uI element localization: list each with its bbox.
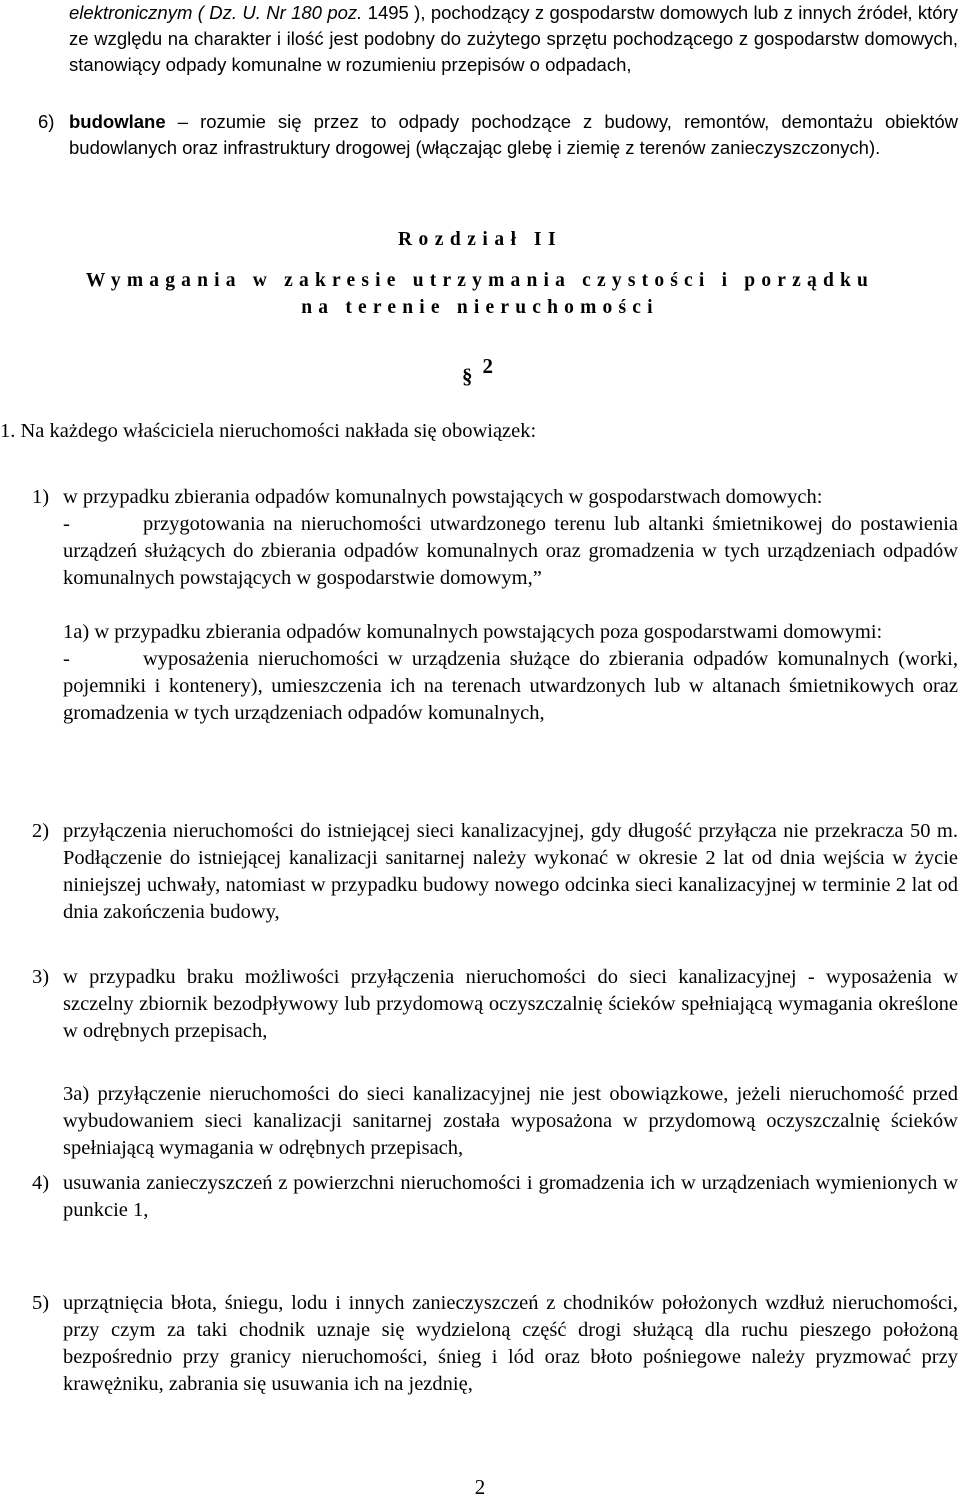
continuation-italic-start: elektronicznym ( Dz. U. Nr 180 poz. xyxy=(69,2,363,23)
item-number: 2) xyxy=(32,820,50,842)
paragraph-number: 2 xyxy=(482,354,493,378)
item-text: w przypadku braku możliwości przyłączenia nieruchomości do sieci kanalizacyjnej - wyposażenia w szczelny zbiornik bezodpływowy lub przydomową oczyszczalnię ścieków spełniającą wymagania określone w odrębnych przepisach, xyxy=(63,966,958,1042)
item-text: przyłączenie nieruchomości do sieci kanalizacyjnej nie jest obowiązkowe, jeżeli nieruchomość przed wybudowaniem sieci kanalizacji sanitarnej została wyposażona w przydomową oczyszczalnię ścieków spełniającą wymagania w odrębnych przepisach, xyxy=(63,1083,958,1159)
definition-dash: – xyxy=(165,111,201,132)
obligation-item-1a xyxy=(63,619,958,727)
definition-item-6 xyxy=(38,109,958,161)
obligation-item-3a xyxy=(63,1081,958,1162)
definition-text: rozumie się przez to odpady pochodzące z budowy, remontów, demontażu obiektów budowlanych oraz infrastruktury drogowej (włączając glebę i ziemię z terenów zanieczyszczonych). xyxy=(69,111,959,158)
item-number: 1) xyxy=(32,486,50,508)
item-number: 5) xyxy=(32,1292,50,1314)
obligation-item-4 xyxy=(32,1170,958,1224)
page-number: 2 xyxy=(474,1475,486,1499)
obligation-intro: 1. Na każdego właściciela nieruchomości nakłada się obowiązek: xyxy=(0,420,537,442)
item-dash-text: - wyposażenia nieruchomości w urządzenia służące do zbierania odpadów komunalnych (worki, pojemniki i kontenery), umieszczenia ich na terenach utwardzonych lub w altanach śmietnikowych oraz gromadzenia w tych urządzeniach odpadów komunalnych, xyxy=(63,648,958,724)
obligation-item-3 xyxy=(32,964,958,1045)
obligation-item-2 xyxy=(32,818,958,926)
dash-symbol: - xyxy=(63,513,70,535)
continuation-text: 1495 ), pochodzący z gospodarstw domowych lub z innych źródeł, który ze względu na charakter i ilość jest podobny do zużytego sprzętu pochodzącego z gospodarstw domowych, stanowiący odpady komunalne w rozumieniu przepisów o odpadach, xyxy=(69,2,959,75)
chapter-title: Rozdział II xyxy=(397,229,563,250)
obligation-item-1 xyxy=(32,484,958,592)
chapter-heading xyxy=(0,226,960,321)
definition-term: budowlane xyxy=(69,111,166,132)
item-text: uprzątnięcia błota, śniegu, lodu i innych zanieczyszczeń z chodników położonych wzdłuż nieruchomości, przy czym za taki chodnik uznaje się wydzieloną część drogi służącą dla ruchu pieszego położoną bezpośrednio przy granicy nieruchomości, śnieg i lód oraz błoto pośniegowe należy pryzmować przy krawężniku, zabrania się usuwania ich na jezdnię, xyxy=(63,1292,958,1395)
item-text: w przypadku zbierania odpadów komunalnych powstających w gospodarstwach domowych: xyxy=(63,486,823,508)
chapter-subtitle-line-1: Wymagania w zakresie utrzymania czystości i porządku xyxy=(85,270,875,291)
item-number: 3a) xyxy=(63,1083,90,1105)
obligation-item-5 xyxy=(32,1290,958,1398)
item-text: 1a) w przypadku zbierania odpadów komunalnych powstających poza gospodarstwami domowymi: xyxy=(63,621,883,643)
dash-symbol: - xyxy=(63,648,70,670)
section-sign: § xyxy=(462,364,473,388)
paragraph-heading xyxy=(462,352,493,388)
item-text: przyłączenia nieruchomości do istniejącej sieci kanalizacyjnej, gdy długość przyłącza nie przekracza 50 m. Podłączenie do istniejącej kanalizacji sanitarnej należy wykonać w okresie 2 lat od dnia wejścia w życie niniejszej uchwały, natomiast w przypadku budowy nowego odcinka sieci kanalizacyjnej w terminie 2 lat od dnia zakończenia budowy, xyxy=(63,820,958,923)
item-dash-text: - przygotowania na nieruchomości utwardzonego terenu lub altanki śmietnikowej do postawienia urządzeń służących do zbierania odpadów komunalnych oraz gromadzenia w tych urządzeniach odpadów komunalnych powstających w gospodarstwie domowym,” xyxy=(63,513,958,589)
chapter-subtitle-line-2: na terenie nieruchomości xyxy=(301,297,659,318)
item-number: 4) xyxy=(32,1172,50,1194)
item-text: usuwania zanieczyszczeń z powierzchni nieruchomości i gromadzenia ich w urządzeniach wymienionych w punkcie 1, xyxy=(63,1172,958,1221)
item-number: 3) xyxy=(32,966,50,988)
continuation-paragraph xyxy=(69,0,958,78)
definition-number: 6) xyxy=(38,111,55,132)
